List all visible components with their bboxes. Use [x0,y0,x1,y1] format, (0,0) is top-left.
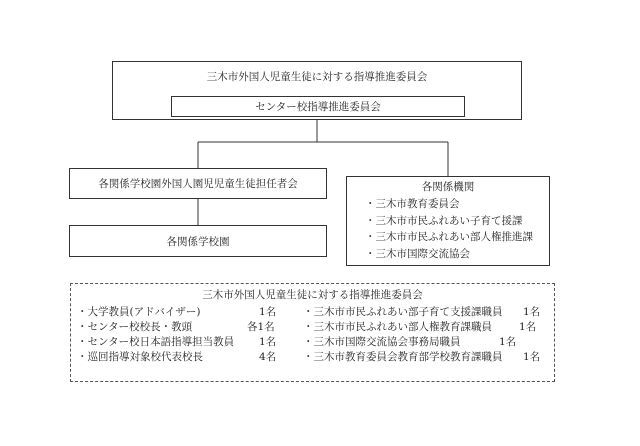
teachers-meeting-box [69,168,327,199]
member-row [77,305,287,320]
agency-item: ・三木市市民ふれあい子育て援課 [365,214,523,227]
member-count: 1名 [519,321,537,333]
committee-box [112,61,522,120]
member-name: ・巡回指導対象校代表校長 [77,351,203,363]
member-row [303,320,553,335]
member-count: 1名 [259,336,277,348]
center-committee-label: センター校指導推進委員会 [255,101,381,113]
member-name: ・大学教員(アドバイザー) [77,306,201,318]
member-row [303,350,553,365]
members-box [70,283,555,382]
member-name: ・三木市市民ふれあい部子育て支援課職員 [303,306,503,318]
member-name: ・センター校日本語指導担当教員 [77,336,235,348]
member-count: 1名 [523,306,541,318]
agency-item: ・三木市市民ふれあい部人権推進課 [365,231,533,243]
agencies-title: 各関係機関 [421,181,475,193]
member-row [77,335,287,350]
members-left-list [77,305,287,365]
member-name: ・センター校校長・教頭 [77,321,193,333]
schools-label: 各関係学校園 [166,236,230,248]
member-count: 1名 [259,306,277,318]
member-count: 1名 [523,351,541,363]
member-count: 1名 [499,336,517,348]
member-name: ・三木市市民ふれあい部人権教育課職員 [303,321,492,333]
center-committee-box [171,96,465,117]
members-title: 三木市外国人児童生徒に対する指導推進委員会 [202,289,423,301]
schools-box [69,225,327,257]
members-right-list [303,305,553,365]
agencies-list [365,196,533,262]
member-row [77,320,287,335]
agencies-box [346,176,550,266]
member-row [77,350,287,365]
member-name: ・三木市教育委員会教育部学校教育課職員 [303,351,503,363]
member-count: 各1名 [247,321,275,333]
teachers-meeting-label: 各関係学校園外国人園児児童生徒担任者会 [98,178,298,190]
committee-title: 三木市外国人児童生徒に対する指導推進委員会 [206,71,428,83]
member-count: 4名 [259,351,277,363]
member-row [303,305,553,320]
agency-item: ・三木市教育委員会 [365,198,460,210]
member-name: ・三木市国際交流協会事務局職員 [303,336,461,348]
agency-item: ・三木市国際交流協会 [365,247,470,260]
member-row [303,335,553,350]
